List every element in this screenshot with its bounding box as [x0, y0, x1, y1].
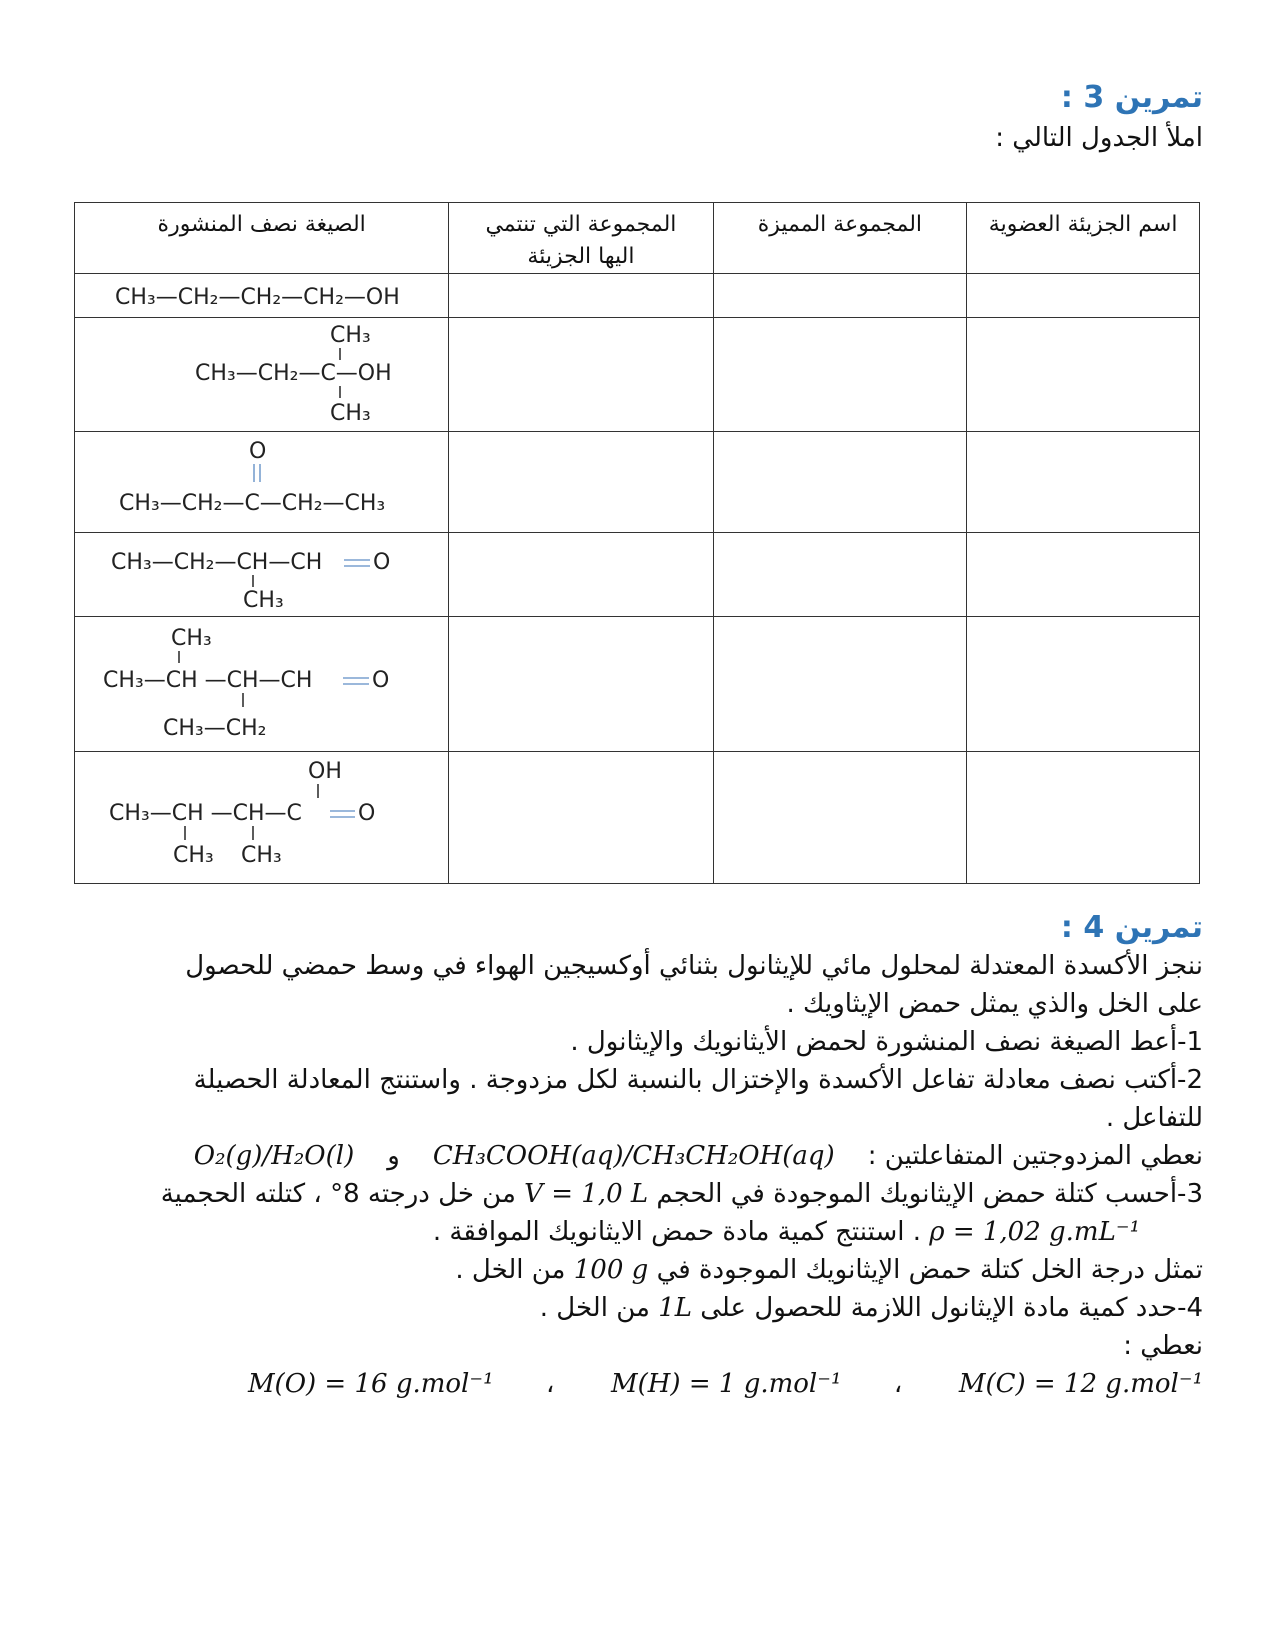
header-family-line2: اليها الجزيئة: [527, 244, 635, 269]
formula-cell: [75, 533, 449, 617]
table-row: [75, 617, 1200, 752]
formula-oxygen: O: [372, 668, 390, 693]
question-3-text-a: 3-أحسب كتلة حمض الإيثانويك الموجودة في الحجم: [656, 1179, 1203, 1209]
answer-cell-family[interactable]: [449, 533, 713, 617]
answer-cell-name[interactable]: [967, 533, 1200, 617]
formula-bottom: CH₃—CH₂: [163, 716, 267, 741]
answer-cell-group[interactable]: [713, 533, 967, 617]
formula-top: O: [249, 439, 267, 464]
vinegar-degree-line: [455, 1252, 1203, 1288]
question-3-line2: [433, 1214, 1140, 1250]
formula-bottom-1: CH₃: [173, 843, 214, 868]
pair-oxygen-water: O₂(g)/H₂O(l): [193, 1141, 355, 1171]
molecules-table: [74, 202, 1200, 884]
formula-methylbutanal: [75, 533, 448, 615]
question-4: [540, 1290, 1203, 1326]
pair-and: و: [387, 1141, 400, 1171]
formula-cell: [75, 752, 449, 884]
vinegar-degree-text-a: تمثل درجة الخل كتلة حمض الإيثانويك الموجودة في: [656, 1255, 1203, 1285]
exercise-4-title: تمرين 4 :: [1060, 910, 1203, 945]
answer-cell-family[interactable]: [449, 432, 713, 533]
question-4-text-b: من الخل .: [539, 1293, 650, 1323]
separator: ،: [546, 1369, 555, 1399]
header-family-line1: المجموعة التي تنتمي: [485, 212, 677, 237]
formula-methylbutanol: [75, 318, 448, 430]
exercise-4-intro-1: ننجز الأكسدة المعتدلة لمحلول مائي للإيثانول بثنائي أوكسيجين الهواء في وسط حمضي للحصول: [185, 951, 1203, 981]
formula-top: OH: [308, 759, 342, 784]
table-header-row: [75, 203, 1200, 274]
formula-main: CH₃—CH —CH—CH: [103, 668, 313, 693]
formula-cell: [75, 274, 449, 318]
formula-main: CH₃—CH —CH—C: [109, 801, 302, 826]
formula-top: CH₃: [171, 626, 212, 651]
formula-cell: [75, 617, 449, 752]
formula-main: CH₃—CH₂—C—CH₂—CH₃: [119, 491, 386, 516]
table-row: [75, 274, 1200, 318]
molar-mass-hydrogen: M(H) = 1 g.mol⁻¹: [610, 1369, 842, 1399]
exercise-4-intro-2: على الخل والذي يمثل حمض الإيثاويك .: [786, 989, 1203, 1019]
answer-cell-group[interactable]: [713, 617, 967, 752]
formula-bottom: CH₃: [330, 401, 371, 426]
formula-main: CH₃—CH₂—CH—CH: [111, 550, 323, 575]
answer-cell-group[interactable]: [713, 432, 967, 533]
formula-pentanone: [75, 432, 448, 531]
pair-acid-alcohol: CH₃COOH(aq)/CH₃CH₂OH(aq): [432, 1141, 835, 1171]
answer-cell-family[interactable]: [449, 617, 713, 752]
pairs-label: نعطي المزدوجتين المتفاعلتين :: [867, 1141, 1203, 1171]
exercise-3-title: تمرين 3 :: [1060, 80, 1203, 115]
answer-cell-group[interactable]: [713, 752, 967, 884]
header-molecule-name: اسم الجزيئة العضوية: [967, 203, 1200, 274]
formula-hydroxy-acid: [75, 752, 448, 882]
formula-top: CH₃: [330, 323, 371, 348]
formula-main: CH₃—CH₂—CH₂—CH₂—OH: [115, 285, 400, 310]
mass-value: 100 g: [573, 1255, 649, 1285]
formula-bottom-2: CH₃: [241, 843, 282, 868]
formula-oxygen: O: [373, 550, 391, 575]
vinegar-volume-value: 1L: [658, 1293, 692, 1323]
table-row: [75, 318, 1200, 432]
answer-cell-name[interactable]: [967, 432, 1200, 533]
answer-cell-family[interactable]: [449, 752, 713, 884]
formula-main: CH₃—CH₂—C—OH: [195, 361, 392, 386]
separator: ،: [893, 1369, 903, 1399]
table-row: [75, 432, 1200, 533]
molar-masses-line: [248, 1366, 1203, 1402]
answer-cell-group[interactable]: [713, 318, 967, 432]
given-label: نعطي :: [1123, 1331, 1203, 1361]
answer-cell-name[interactable]: [967, 318, 1200, 432]
density-value: ρ = 1,02 g.mL⁻¹: [929, 1217, 1140, 1247]
answer-cell-family[interactable]: [449, 274, 713, 318]
volume-value: V = 1,0 L: [524, 1179, 649, 1209]
question-3-text-c: . استنتج كمية مادة حمض الايثانويك الموافقة .: [432, 1217, 921, 1247]
formula-cell: [75, 318, 449, 432]
question-3-text-b: من خل درجته 8° ، كتلته الحجمية: [160, 1179, 516, 1209]
header-characteristic-group: المجموعة المميزة: [713, 203, 967, 274]
question-2-line2: للتفاعل .: [1105, 1103, 1203, 1133]
answer-cell-name[interactable]: [967, 752, 1200, 884]
question-1: 1-أعط الصيغة نصف المنشورة لحمض الأيثانويك والإيثانول .: [570, 1027, 1203, 1057]
vinegar-degree-text-b: من الخل .: [455, 1255, 566, 1285]
question-3-line1: [161, 1176, 1203, 1212]
molar-mass-carbon: M(C) = 12 g.mol⁻¹: [958, 1369, 1203, 1399]
answer-cell-family[interactable]: [449, 318, 713, 432]
formula-oxygen: O: [358, 801, 376, 826]
formula-butanol: [75, 274, 448, 316]
exercise-3-instruction: املأ الجدول التالي :: [995, 123, 1203, 153]
formula-bottom: CH₃: [243, 588, 284, 613]
answer-cell-group[interactable]: [713, 274, 967, 318]
formula-ethyl-methylbutanal: [75, 617, 448, 750]
formula-cell: [75, 432, 449, 533]
question-2-line1: 2-أكتب نصف معادلة تفاعل الأكسدة والإختزال بالنسبة لكل مزدوجة . واستنتج المعادلة الحصيلة: [193, 1065, 1203, 1095]
redox-pairs-line: [194, 1138, 1203, 1174]
molar-mass-oxygen: M(O) = 16 g.mol⁻¹: [247, 1369, 494, 1399]
header-formula: الصيغة نصف المنشورة: [75, 203, 449, 274]
answer-cell-name[interactable]: [967, 274, 1200, 318]
table-row: [75, 752, 1200, 884]
table-row: [75, 533, 1200, 617]
header-family: [449, 203, 713, 274]
question-4-text-a: 4-حدد كمية مادة الإيثانول اللازمة للحصول على: [700, 1293, 1203, 1323]
answer-cell-name[interactable]: [967, 617, 1200, 752]
